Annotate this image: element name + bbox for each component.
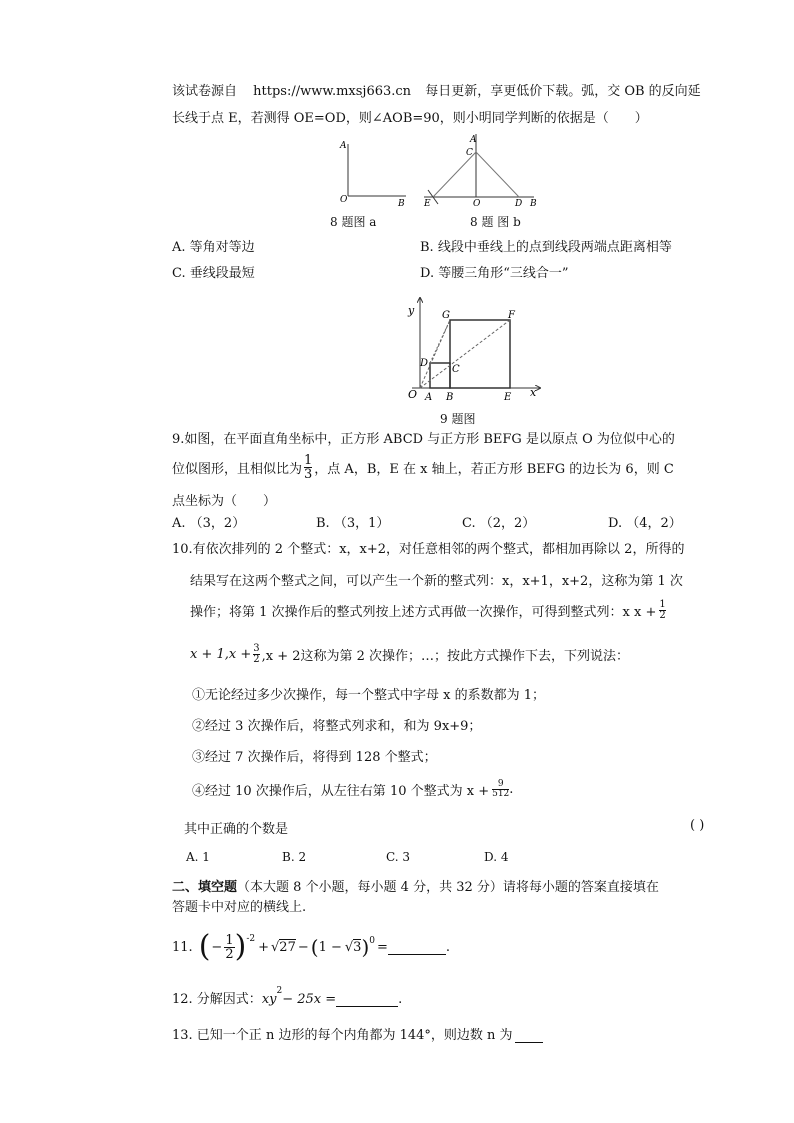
q9-option-b[interactable]: B. （3，1） — [316, 516, 390, 531]
q10-line4 — [190, 644, 629, 665]
q11-one-minus: 1 − — [318, 939, 342, 955]
q11-fraction — [224, 934, 234, 961]
fig8b-label-a: A — [470, 135, 477, 145]
source-url[interactable]: https://www.mxsj663.cn — [253, 84, 412, 99]
q11-frac-den: 2 — [225, 946, 234, 962]
q10-option-b[interactable]: B. 2 — [282, 850, 307, 864]
figure-8b — [418, 130, 548, 210]
fig8a-caption: 8 题图 a — [330, 215, 377, 229]
fig9-label-d: D — [420, 358, 429, 369]
fig8a-label-a: A — [340, 141, 347, 151]
q10-line4-a: x + 1,x + — [190, 647, 252, 662]
q8-option-d[interactable]: D. 等腰三角形“三线合一” — [420, 266, 569, 281]
q11-rad2: 3 — [353, 940, 362, 955]
q9-line2-post: ，点 A，B，E 在 x 轴上，若正方形 BEFG 的边长为 6，则 C — [314, 462, 674, 477]
q10-statement-2: ②经过 3 次操作后，将整式列求和，和为 9x+9； — [192, 719, 482, 734]
q11-plus: + — [258, 939, 269, 955]
q11-left-paren: ( — [198, 929, 211, 964]
q10-statement-4 — [192, 780, 513, 799]
fig9-dashed-of — [420, 320, 510, 388]
q11-sqrt1-sign: √ — [271, 939, 280, 955]
q10-32-num: 3 — [253, 643, 260, 654]
fig8a-label-o: O — [340, 195, 348, 205]
q12-answer-blank[interactable] — [336, 992, 398, 1007]
q11: 11. ( − $\frac{1}{2}$ ) -2 + √ 27 − ( 1 − √ 3 ) 0 = . — [172, 929, 451, 964]
q8-tail: 弧，交 OB 的反向延 — [581, 84, 701, 99]
q11-minus: − — [297, 939, 309, 955]
fig9-label-g: G — [442, 310, 450, 321]
q10-line3 — [190, 600, 666, 621]
q11-exp2: 0 — [369, 936, 375, 946]
figure-9 — [400, 292, 550, 408]
q12-end: . — [398, 992, 403, 1007]
fig9-label-f: F — [508, 310, 515, 321]
q10-question: 其中正确的个数是 — [184, 822, 289, 837]
q11-sqrt2-sign: √ — [344, 939, 354, 955]
q10-option-d[interactable]: D. 4 — [484, 850, 509, 864]
fig8b-label-b: B — [530, 199, 537, 209]
q8-option-c[interactable]: C. 垂线段最短 — [172, 266, 255, 281]
q12-expr2: − 25x = — [282, 992, 337, 1007]
fig9-label-e: E — [504, 392, 512, 403]
figure-8a — [336, 136, 416, 208]
q10-half-den: 2 — [659, 610, 666, 621]
q11-rad1: 27 — [279, 940, 296, 955]
fig9-label-c: C — [452, 364, 460, 375]
section2-title: 二、填空题 — [172, 880, 238, 895]
q10-line4-b: ,x + 2这称为第 2 次操作；…；按此方式操作下去，下列说法： — [261, 649, 630, 664]
q10-s4-num: 9 — [497, 779, 504, 789]
q13 — [172, 1024, 543, 1043]
q10-half-fraction — [659, 600, 665, 621]
q9-ratio-num: 1 — [304, 453, 313, 468]
q10-32-fraction — [253, 644, 259, 665]
q9-option-d[interactable]: D. （4，2） — [608, 516, 682, 531]
q12-expr: xy — [261, 992, 277, 1007]
fig8b-label-d: D — [515, 199, 523, 209]
q12-exp: 2 — [276, 986, 283, 996]
q11-exp1: -2 — [246, 934, 256, 944]
source-prefix: 该试卷源自 — [172, 84, 238, 99]
q9-line2 — [172, 454, 674, 481]
q9-option-c[interactable]: C. （2，2） — [462, 516, 536, 531]
q9-ratio-den: 3 — [304, 467, 313, 482]
section2-desc: （本大题 8 个小题，每小题 4 分，共 32 分）请将每小题的答案直接填在 — [237, 880, 659, 895]
q10-s4-den: 512 — [492, 789, 510, 799]
fig8b-label-e: E — [424, 199, 431, 209]
fig8b-line-ec — [433, 152, 476, 197]
q8-option-b[interactable]: B. 线段中垂线上的点到线段两端点距离相等 — [420, 240, 672, 255]
q10-half-num: 1 — [659, 599, 666, 610]
q10-statement-1: ①无论经过多少次操作，每一个整式中字母 x 的系数都为 1； — [192, 688, 545, 703]
q12-prefix: 12. 分解因式： — [172, 992, 262, 1007]
fig9-label-a: A — [425, 392, 433, 403]
fig8b-label-o: O — [473, 199, 481, 209]
section2-desc2: 答题卡中对应的横线上. — [172, 900, 307, 915]
fig9-label-y: y — [408, 304, 415, 317]
q8-option-a[interactable]: A. 等角对等边 — [172, 240, 255, 255]
fig8b-line-cd — [476, 152, 519, 197]
q9-line3: 点坐标为（ ） — [172, 494, 277, 509]
q11-frac-num: 1 — [225, 932, 234, 948]
q9-option-a[interactable]: A. （3，2） — [172, 516, 246, 531]
q10-option-a[interactable]: A. 1 — [186, 850, 210, 864]
q10-line2: 结果写在这两个整式之间，可以产生一个新的整式列：x，x+1，x+2，这称为第 1 次 — [190, 574, 683, 589]
fig9-square-abcd — [430, 363, 450, 388]
promo-text: 每日更新，享更低价下载。 — [425, 84, 582, 99]
q9-line1: 9.如图，在平面直角坐标中，正方形 ABCD 与正方形 BEFG 是以原点 O 为位似中心的 — [172, 432, 675, 447]
q10-option-c[interactable]: C. 3 — [386, 850, 411, 864]
q11-equals: = — [376, 939, 388, 955]
fig8a-label-b: B — [398, 199, 405, 208]
q10-32-den: 2 — [253, 654, 260, 665]
q13-answer-blank[interactable] — [515, 1028, 543, 1043]
fig9-caption: 9 题图 — [440, 412, 476, 426]
q10-line3-text: 操作；将第 1 次操作后的整式列按上述方式再做一次操作，可得到整式列：x x + — [190, 605, 657, 620]
fig9-label-b: B — [446, 392, 454, 403]
fig9-label-x: x — [530, 386, 537, 399]
fig8b-caption: 8 题 图 b — [470, 215, 521, 229]
q10-answer-paren: ( ) — [690, 818, 705, 833]
q9-ratio-fraction — [304, 454, 312, 481]
q9-line2-pre: 位似图形，且相似比为 — [172, 462, 303, 477]
q12 — [172, 988, 402, 1007]
header-line — [172, 80, 701, 99]
q10-s4-post: . — [509, 782, 514, 797]
q8-line2: 长线于点 E，若测得 OE=OD，则∠AOB=90，则小明同学判断的依据是（ ） — [172, 111, 648, 126]
q10-s4-pre: ④经过 10 次操作后，从左往右第 10 个整式为 x + — [192, 784, 490, 799]
section2-header — [172, 876, 659, 895]
q11-answer-blank[interactable] — [388, 940, 446, 955]
fig8b-label-c: C — [466, 148, 473, 158]
q10-line1: 10.有依次排列的 2 个整式：x，x+2，对任意相邻的两个整式，都相加再除以 2，所得的 — [172, 542, 685, 557]
q11-number: 11. — [172, 939, 193, 955]
q10-s4-fraction — [492, 780, 509, 799]
q11-right-paren: ) — [234, 929, 247, 964]
fig9-label-o: O — [408, 388, 418, 401]
fig9-square-befg — [450, 320, 510, 388]
q10-statement-3: ③经过 7 次操作后，将得到 128 个整式； — [192, 750, 437, 765]
q13-text: 13. 已知一个正 n 边形的每个内角都为 144°，则边数 n 为 — [172, 1028, 513, 1043]
